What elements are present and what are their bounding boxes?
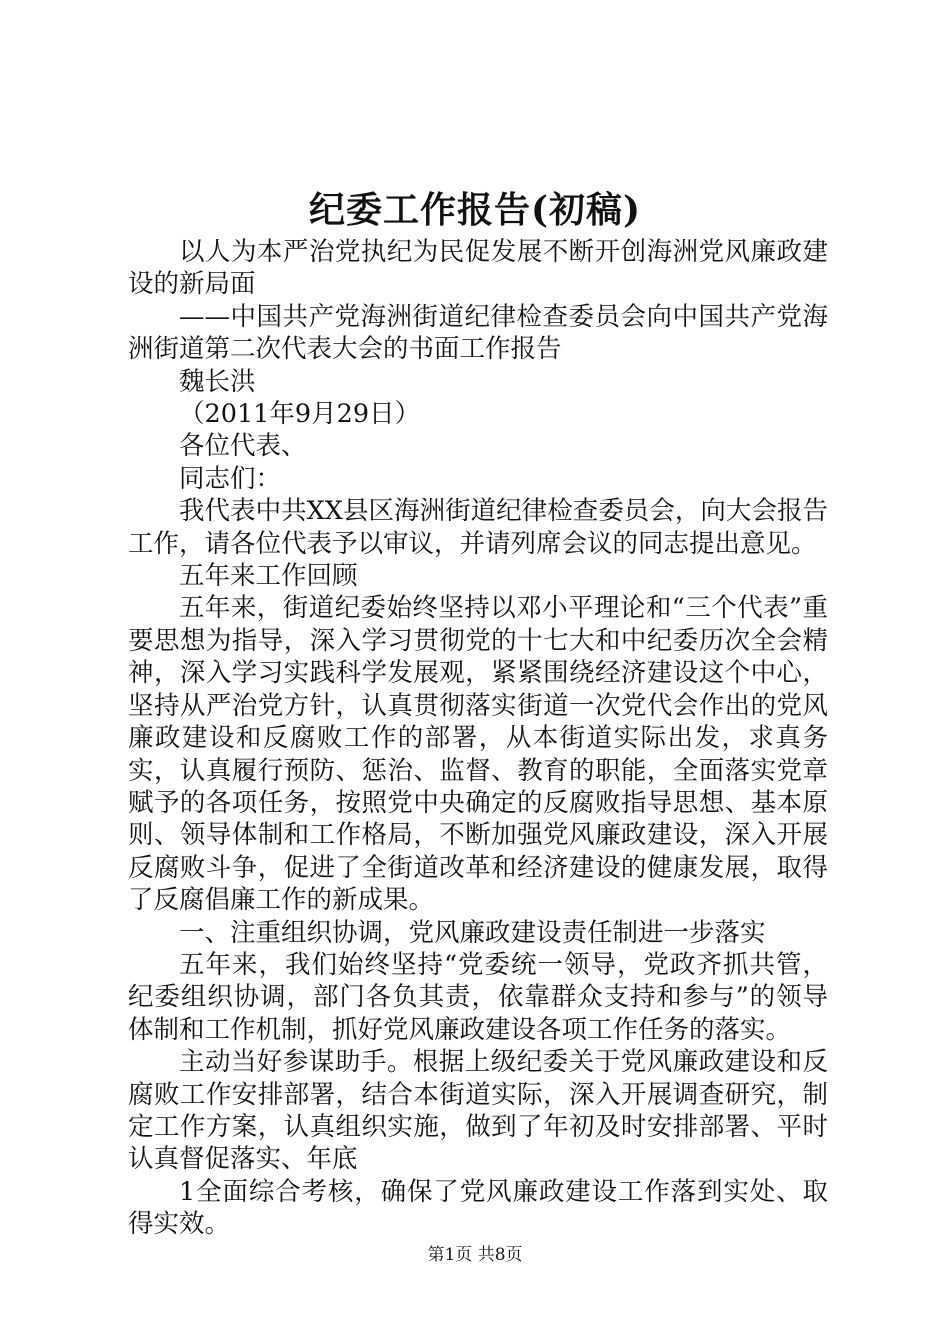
review-paragraph: 五年来，街道纪委始终坚持以邓小平理论和“三个代表”重要思想为指导，深入学习贯彻党的十七大和中纪委历次全会精神，深入学习实践科学发展观，紧紧围绕经济建设这个中心，坚持从严治党方针，认真贯彻落实街道一次党代会作出的党风廉政建设和反腐败工作的部署，从本街道实际出发，求真务实，认真履行预防、惩治、监督、教育的职能，全面落实党章赋予的各项任务，按照党中央确定的反腐败指导思想、基本原则、领导体制和工作格局，不断加强党风廉政建设，深入开展反腐败斗争，促进了全街道改革和经济建设的健康发展，取得了反腐倡廉工作的新成果。 [128, 593, 828, 916]
assessment-paragraph: 1全面综合考核，确保了党风廉政建设工作落到实处、取得实效。 [128, 1176, 828, 1240]
document-body [128, 236, 828, 1241]
section-heading-one: 一、注重组织协调，党风廉政建设责任制进一步落实 [179, 917, 766, 948]
section-heading-review: 五年来工作回顾 [179, 561, 358, 592]
author-name: 魏长洪 [179, 366, 256, 397]
subtitle-line: 以人为本严治党执纪为民促发展不断开创海洲党风廉政建设的新局面 [128, 237, 828, 300]
document-title: 纪委工作报告(初稿) [308, 189, 642, 231]
intro-paragraph: 我代表中共XX县区海洲街道纪律检查委员会，向大会报告工作，请各位代表予以审议，并请列席会议的同志提出意见。 [128, 496, 828, 559]
report-heading: ——中国共产党海洲街道纪律检查委员会向中国共产党海洲街道第二次代表大会的书面工作报告 [128, 301, 828, 365]
salutation-comrades: 同志们： [179, 463, 282, 494]
advisor-paragraph: 主动当好参谋助手。根据上级纪委关于党风廉政建设和反腐败工作安排部署，结合本街道实际，深入开展调查研究，制定工作方案，认真组织实施，做到了年初及时安排部署、平时认真督促落实、年底 [128, 1047, 828, 1175]
report-date: （2011年9月29日） [179, 399, 421, 430]
page-footer: 第1页 共8页 [427, 1245, 523, 1265]
salutation-delegates: 各位代表、 [179, 431, 307, 462]
section-one-paragraph: 五年来，我们始终坚持“党委统一领导，党政齐抓共管，纪委组织协调，部门各负其责，依靠群众支持和参与”的领导体制和工作机制，抓好党风廉政建设各项工作任务的落实。 [128, 949, 828, 1045]
